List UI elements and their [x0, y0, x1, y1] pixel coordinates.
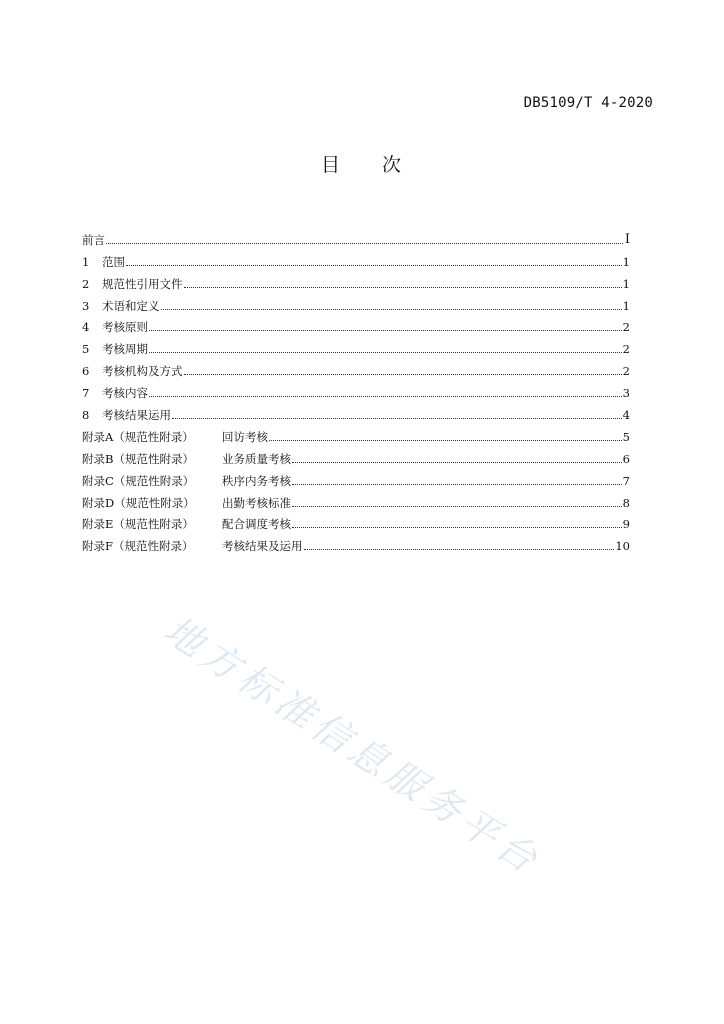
- toc-entry-6[interactable]: [82, 356, 630, 378]
- dot-leader: [184, 286, 622, 288]
- toc-entry-number: 5: [82, 342, 90, 357]
- toc-entry-label: 术语和定义: [102, 298, 160, 313]
- toc-entry-label: 业务质量考核: [222, 451, 291, 466]
- toc-entry-1[interactable]: [82, 247, 630, 269]
- watermark: 地方标准信息服务平台: [156, 607, 550, 885]
- toc-entry-page: 4: [622, 408, 630, 423]
- toc-entry-page: 3: [622, 386, 630, 401]
- dot-leader: [149, 351, 622, 353]
- dot-leader: [292, 526, 622, 528]
- toc-appendix-c[interactable]: [82, 466, 630, 488]
- toc-entry-8[interactable]: [82, 400, 630, 422]
- toc-entry-label: 规范性引用文件: [102, 276, 183, 291]
- toc-entry-2[interactable]: [82, 269, 630, 291]
- dot-leader: [106, 242, 623, 244]
- toc-entry-foreword[interactable]: [82, 225, 630, 247]
- toc-entry-5[interactable]: [82, 334, 630, 356]
- document-code: DB5109/T 4-2020: [523, 95, 653, 111]
- toc-entry-page: 1: [622, 276, 630, 291]
- dot-leader: [292, 461, 622, 463]
- toc-appendix-e[interactable]: [82, 510, 630, 532]
- appendix-prefix: 附录F（规范性附录）: [82, 539, 194, 554]
- toc-entry-page: 2: [622, 342, 630, 357]
- dot-leader: [172, 417, 622, 419]
- toc-entry-page: 2: [622, 320, 630, 335]
- toc-entry-4[interactable]: [82, 313, 630, 335]
- toc-entry-number: 4: [82, 320, 90, 335]
- toc-entry-label: 前言: [82, 232, 105, 247]
- appendix-prefix: 附录B（规范性附录）: [82, 451, 194, 466]
- toc-entry-number: 8: [82, 408, 90, 423]
- toc-appendix-f[interactable]: [82, 531, 630, 553]
- toc-entry-page: 2: [622, 364, 630, 379]
- toc-entry-label: 回访考核: [222, 429, 268, 444]
- toc-entry-label: 范围: [102, 254, 125, 269]
- toc-entry-label: 出勤考核标准: [222, 495, 291, 510]
- toc-entry-page: 9: [622, 517, 630, 532]
- dot-leader: [269, 439, 622, 441]
- dot-leader: [304, 548, 615, 550]
- toc-entry-page: 1: [622, 298, 630, 313]
- dot-leader: [292, 483, 622, 485]
- toc-entry-label: 配合调度考核: [222, 517, 291, 532]
- appendix-prefix: 附录A（规范性附录）: [82, 429, 194, 444]
- toc-entry-label: 考核周期: [102, 342, 148, 357]
- table-of-contents: [82, 225, 630, 553]
- toc-entry-number: 1: [82, 254, 90, 269]
- toc-entry-page: 10: [615, 539, 630, 554]
- toc-entry-page: I: [624, 231, 630, 247]
- toc-appendix-b[interactable]: [82, 444, 630, 466]
- dot-leader: [184, 373, 622, 375]
- appendix-prefix: 附录E（规范性附录）: [82, 517, 194, 532]
- toc-entry-label: 秩序内务考核: [222, 473, 291, 488]
- toc-entry-7[interactable]: [82, 378, 630, 400]
- toc-entry-page: 7: [622, 473, 630, 488]
- toc-entry-page: 6: [622, 451, 630, 466]
- toc-entry-label: 考核结果运用: [102, 408, 171, 423]
- toc-entry-label: 考核结果及运用: [222, 539, 303, 554]
- dot-leader: [161, 308, 622, 310]
- toc-entry-number: 6: [82, 364, 90, 379]
- toc-appendix-a[interactable]: [82, 422, 630, 444]
- appendix-prefix: 附录C（规范性附录）: [82, 473, 195, 488]
- title-char-1: 目: [320, 154, 342, 176]
- toc-entry-label: 考核机构及方式: [102, 364, 183, 379]
- title-char-2: 次: [382, 154, 404, 176]
- dot-leader: [292, 505, 622, 507]
- toc-entry-number: 7: [82, 386, 90, 401]
- toc-entry-number: 2: [82, 276, 90, 291]
- appendix-prefix: 附录D（规范性附录）: [82, 495, 195, 510]
- dot-leader: [149, 329, 622, 331]
- toc-entry-page: 1: [622, 254, 630, 269]
- toc-appendix-d[interactable]: [82, 488, 630, 510]
- toc-entry-label: 考核原则: [102, 320, 148, 335]
- toc-entry-label: 考核内容: [102, 386, 148, 401]
- toc-entry-page: 8: [622, 495, 630, 510]
- dot-leader: [126, 264, 622, 266]
- toc-entry-number: 3: [82, 298, 90, 313]
- dot-leader: [149, 395, 622, 397]
- toc-entry-page: 5: [622, 429, 630, 444]
- page-title: [0, 150, 724, 177]
- toc-entry-3[interactable]: [82, 291, 630, 313]
